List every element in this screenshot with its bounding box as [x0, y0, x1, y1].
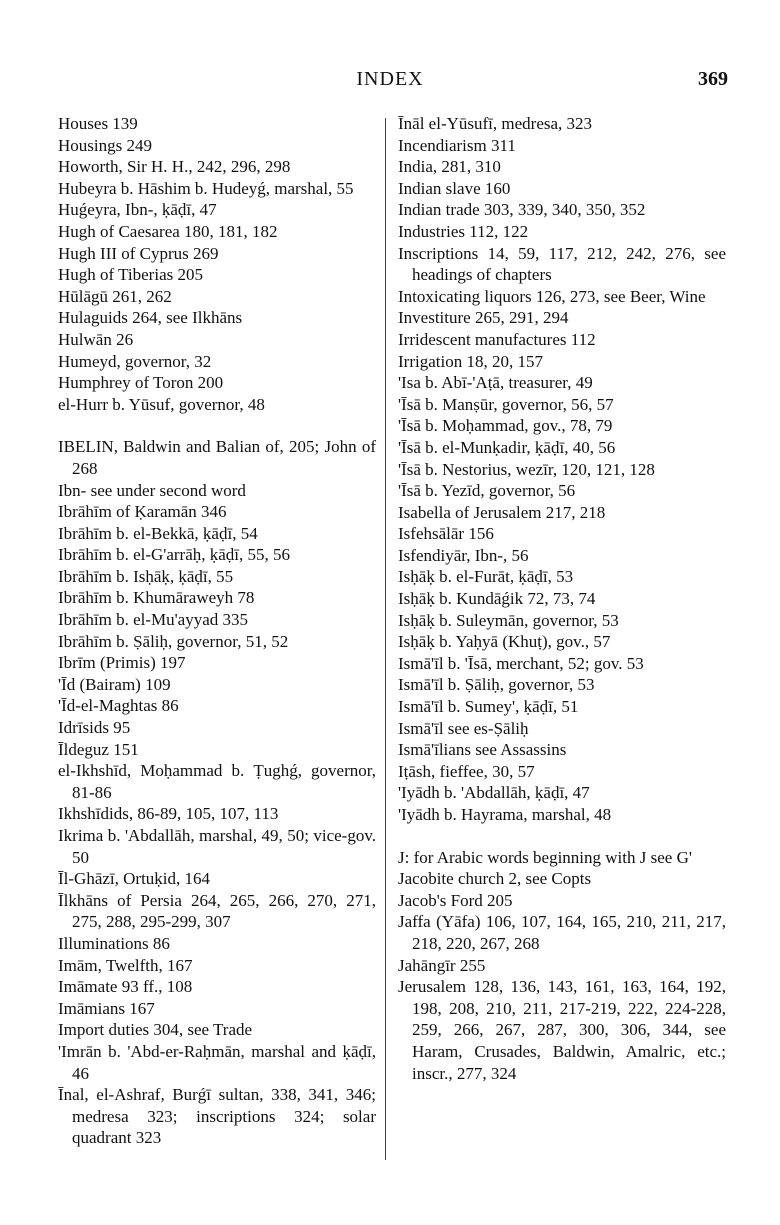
index-entry: 'Imrān b. 'Abd-er-Raḥmān, marshal and ḳāḍī, 46 — [58, 1041, 376, 1083]
index-entry: Houses 139 — [58, 114, 138, 133]
index-column-right — [398, 113, 726, 1084]
index-entry: Īl-Ghāzī, Ortuḳid, 164 — [58, 869, 211, 889]
index-entry: Ismā'īlians see Assassins — [398, 740, 567, 760]
index-entry: Jacob's Ford 205 — [398, 890, 513, 910]
index-entry: Isabella of Jerusalem 217, 218 — [398, 502, 606, 522]
index-entry: Import duties 304, see Trade — [58, 1020, 253, 1040]
index-entry: Ikrima b. 'Abdallāh, marshal, 49, 50; vice-gov. 50 — [58, 826, 376, 867]
index-entry: Ismā'īl b. Sumey', ḳāḍī, 51 — [398, 697, 579, 717]
index-entry: Hugh of Tiberias 205 — [58, 265, 203, 285]
index-entry: Irrigation 18, 20, 157 — [398, 351, 543, 371]
column-divider — [385, 118, 386, 1160]
index-entry: Hubeyra b. Hāshim b. Hudeyǵ, marshal, 55 — [58, 178, 354, 198]
index-entry: Hūlāgū 261, 262 — [58, 286, 172, 306]
index-entry: India, 281, 310 — [398, 157, 501, 177]
index-entry: Hugh of Caesarea 180, 181, 182 — [58, 221, 278, 241]
index-entry: 'Īsā b. el-Munḳadir, ḳāḍī, 40, 56 — [398, 437, 616, 457]
index-entry: Imāmians 167 — [58, 998, 155, 1018]
page-number: 369 — [698, 68, 728, 90]
index-entry: Indian slave 160 — [398, 178, 511, 198]
index-entry: Humeyd, governor, 32 — [58, 351, 212, 371]
index-entry: Howorth, Sir H. H., 242, 296, 298 — [58, 157, 291, 177]
index-entry: Ibrāhīm of Ḳaramān 346 — [58, 502, 227, 522]
index-entry: Hulaguids 264, see Ilkhāns — [58, 308, 243, 328]
index-entry: 'Īsā b. Manṣūr, governor, 56, 57 — [398, 394, 614, 414]
index-entry: Incendiarism 311 — [398, 135, 516, 155]
index-entry: Jaffa (Yāfa) 106, 107, 164, 165, 210, 211, 217, 218, 220, 267, 268 — [398, 912, 726, 953]
index-entry: Ismā'īl b. Ṣāliḥ, governor, 53 — [398, 675, 595, 695]
index-entry: Ibrīm (Primis) 197 — [58, 653, 186, 673]
index-entry: J: for Arabic words beginning with J see G' — [398, 847, 692, 867]
index-entry: Jacobite church 2, see Copts — [398, 869, 592, 889]
index-entry: Īldeguz 151 — [58, 739, 139, 759]
index-entry: Inscriptions 14, 59, 117, 212, 242, 276, see headings of chapters — [398, 243, 726, 285]
index-entry: Īnal, el-Ashraf, Burǵī sultan, 338, 341, 346; medresa 323; inscriptions 324; solar quadrant 323 — [58, 1085, 376, 1148]
index-entry: Isḥāḳ b. Kundāǵik 72, 73, 74 — [398, 589, 596, 609]
index-entry: el-Hurr b. Yūsuf, governor, 48 — [58, 394, 265, 414]
index-entry: 'Iyādh b. Hayrama, marshal, 48 — [398, 805, 612, 824]
index-entry: Isḥāḳ b. Yaḥyā (Khuṭ), gov., 57 — [398, 632, 611, 652]
index-entry: Intoxicating liquors 126, 273, see Beer, Wine — [398, 286, 706, 306]
index-entry: Imāmate 93 ff., 108 — [58, 977, 193, 997]
index-entry: Hugh III of Cyprus 269 — [58, 243, 219, 263]
index-entry: Industries 112, 122 — [398, 221, 529, 241]
index-entry: Hulwān 26 — [58, 329, 134, 349]
index-entry: Indian trade 303, 339, 340, 350, 352 — [398, 200, 646, 220]
index-entry: 'Iyādh b. 'Abdallāh, ḳāḍī, 47 — [398, 783, 590, 803]
index-entry: Ibrāhīm b. el-G'arrāḥ, ḳāḍī, 55, 56 — [58, 545, 291, 565]
index-entry: Ibrāhīm b. el-Mu'ayyad 335 — [58, 610, 249, 630]
index-entry: Ibrāhīm b. el-Bekkā, ḳāḍī, 54 — [58, 523, 258, 543]
index-entry: Isḥāḳ b. Suleymān, governor, 53 — [398, 610, 619, 630]
index-entry: Ismā'īl b. 'Īsā, merchant, 52; gov. 53 — [398, 653, 644, 673]
index-entry: Idrīsids 95 — [58, 718, 131, 738]
index-entry: IBELIN, Baldwin and Balian of, 205; John of 268 — [58, 437, 376, 478]
index-entry: Huǵeyra, Ibn-, ḳāḍī, 47 — [58, 200, 217, 220]
running-head — [0, 68, 780, 98]
index-entry: 'Īsā b. Moḥammad, gov., 78, 79 — [398, 416, 613, 436]
index-entry: Īlkhāns of Persia 264, 265, 266, 270, 271, 275, 288, 295-299, 307 — [58, 890, 376, 932]
index-entry: Investiture 265, 291, 294 — [398, 308, 569, 328]
index-entry: Imām, Twelfth, 167 — [58, 955, 193, 975]
index-entry: Jahāngīr 255 — [398, 955, 486, 975]
index-entry: Iṭāsh, fieffee, 30, 57 — [398, 761, 535, 781]
index-entry: 'Isa b. Abī-'Aṭā, treasurer, 49 — [398, 373, 593, 393]
index-entry: 'Īsā b. Nestorius, wezīr, 120, 121, 128 — [398, 459, 655, 479]
index-entry: Ibrāhīm b. Ṣāliḥ, governor, 51, 52 — [58, 631, 289, 651]
index-entry: Ibrāhīm b. Isḥāḳ, ḳāḍī, 55 — [58, 566, 234, 586]
page-title: INDEX — [356, 68, 424, 90]
index-entry: Ibrāhīm b. Khumāraweyh 78 — [58, 588, 255, 608]
index-entry: Isḥāḳ b. el-Furāt, ḳāḍī, 53 — [398, 567, 574, 587]
index-entry: Ismā'īl see es-Ṣāliḥ — [398, 718, 529, 738]
index-entry: 'Īsā b. Yezīd, governor, 56 — [398, 481, 576, 501]
index-entry: Jerusalem 128, 136, 143, 161, 163, 164, 192, 198, 208, 210, 211, 217-219, 222, 224-228, 259, 266, 267, 287, 300, 306, 344, see Haram, Crusades, Baldwin, Amalric, etc.; inscr., 277, 324 — [398, 977, 726, 1083]
index-entry: Isfehsālār 156 — [398, 524, 494, 544]
index-entry: Irridescent manufactures 112 — [398, 329, 596, 349]
index-entry: Ikhshīdids, 86-89, 105, 107, 113 — [58, 804, 279, 824]
index-entry: Housings 249 — [58, 135, 152, 155]
index-entry: Illuminations 86 — [58, 933, 170, 953]
index-entry: Isfendiyār, Ibn-, 56 — [398, 545, 529, 565]
index-column-left — [58, 113, 376, 1149]
index-entry: Īnāl el-Yūsufī, medresa, 323 — [398, 114, 593, 133]
index-entry: Ibn- see under second word — [58, 480, 246, 500]
index-entry: Humphrey of Toron 200 — [58, 373, 224, 393]
index-entry: 'Īd (Bairam) 109 — [58, 674, 171, 694]
index-entry: 'Īd-el-Maghtas 86 — [58, 696, 179, 716]
index-entry: el-Ikhshīd, Moḥammad b. Ṭughǵ, governor, 81-86 — [58, 761, 376, 802]
